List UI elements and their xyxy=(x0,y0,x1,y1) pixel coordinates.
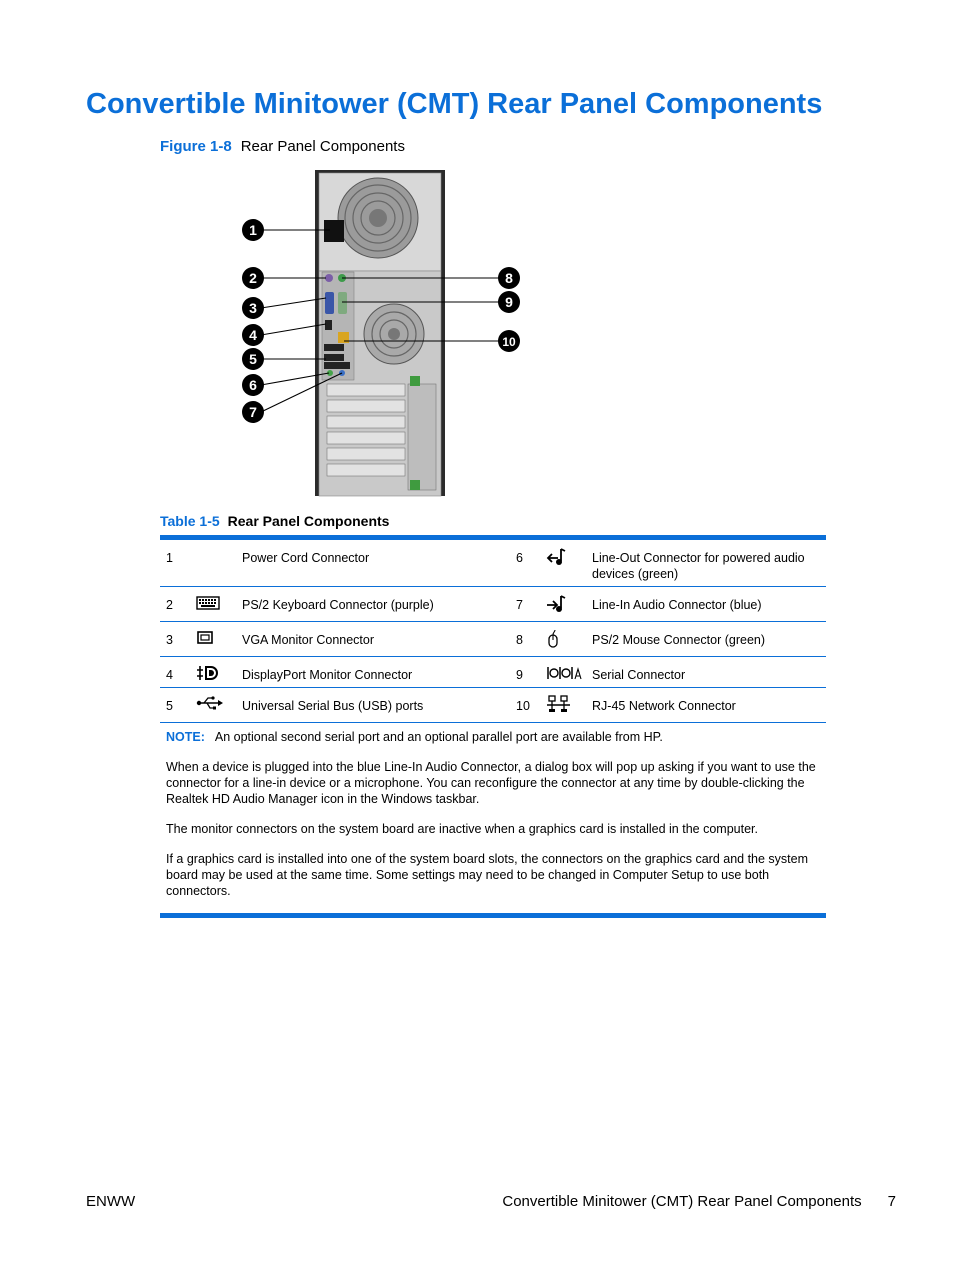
svg-text:4: 4 xyxy=(249,327,257,343)
table-caption xyxy=(160,513,389,529)
component-label: PS/2 Mouse Connector (green) xyxy=(592,633,766,647)
callout-9 xyxy=(498,291,520,313)
svg-text:8: 8 xyxy=(505,270,513,286)
callout-1 xyxy=(242,219,264,241)
callout-5 xyxy=(242,348,264,370)
svg-text:10: 10 xyxy=(502,335,516,349)
table-row xyxy=(160,622,826,657)
table-row xyxy=(160,540,826,587)
callout-2 xyxy=(242,267,264,289)
table-notes xyxy=(160,723,826,913)
row-number: 1 xyxy=(166,551,173,565)
component-label: PS/2 Keyboard Connector (purple) xyxy=(242,598,434,612)
power-socket xyxy=(324,220,344,242)
component-label: Line-In Audio Connector (blue) xyxy=(592,598,762,612)
psu-fan xyxy=(338,178,418,258)
callout-8 xyxy=(498,267,520,289)
callout-3 xyxy=(242,297,264,319)
table-caption-text: Rear Panel Components xyxy=(227,513,390,529)
callout-7 xyxy=(242,401,264,423)
row-number: 9 xyxy=(516,668,523,682)
component-label: RJ-45 Network Connector xyxy=(592,699,736,713)
keyboard-icon xyxy=(196,594,220,616)
row-number: 10 xyxy=(516,699,530,713)
component-label: Line-Out Connector for powered audio devices (green) xyxy=(592,551,805,581)
component-label: VGA Monitor Connector xyxy=(242,633,375,647)
usb-icon xyxy=(196,695,224,715)
row-number: 4 xyxy=(166,668,173,682)
table-row xyxy=(160,587,826,622)
svg-text:7: 7 xyxy=(249,404,257,420)
svg-text:2: 2 xyxy=(249,270,257,286)
tower-chassis xyxy=(315,170,445,496)
paragraph-graphics-card: If a graphics card is installed into one of the system board slots, the connectors on the graphics card and the system board may be used at the same time. Some settings may need to be changed in Computer Setup to use both connectors. xyxy=(166,852,809,898)
footer-left: ENWW xyxy=(86,1193,136,1210)
note-label: NOTE: xyxy=(166,730,205,744)
row-number: 2 xyxy=(166,598,173,612)
row-number: 6 xyxy=(516,551,523,565)
note-text: An optional second serial port and an optional parallel port are available from HP. xyxy=(214,730,663,744)
note xyxy=(166,729,818,745)
rear-panel-figure xyxy=(238,168,528,500)
displayport-icon xyxy=(196,664,220,686)
callout-6 xyxy=(242,374,264,396)
figure-number: Figure 1-8 xyxy=(160,138,232,155)
table-number: Table 1-5 xyxy=(160,513,220,529)
component-label: Universal Serial Bus (USB) ports xyxy=(242,699,424,713)
component-label: Power Cord Connector xyxy=(242,551,370,565)
page-title: Convertible Minitower (CMT) Rear Panel Components xyxy=(86,88,823,120)
svg-text:1: 1 xyxy=(249,222,257,238)
vga-monitor-icon xyxy=(196,629,214,651)
paragraph-line-in: When a device is plugged into the blue Line-In Audio Connector, a dialog box will pop up asking if you want to use the connector for a line-in device or a microphone. You can reconfigure the connector at any time by double-clicking the Realtek HD Audio Manager icon in the Windows taskbar. xyxy=(166,760,816,806)
displayport-port xyxy=(325,320,332,330)
footer-right xyxy=(502,1193,896,1210)
table-row xyxy=(160,688,826,723)
callout-4 xyxy=(242,324,264,346)
serial-port xyxy=(338,292,347,314)
footer-section-title: Convertible Minitower (CMT) Rear Panel Components xyxy=(502,1193,862,1210)
component-label: Serial Connector xyxy=(592,668,686,682)
callout-10 xyxy=(498,330,520,352)
figure-caption-text: Rear Panel Components xyxy=(240,138,405,155)
row-number: 7 xyxy=(516,598,523,612)
paragraph-monitor-connectors: The monitor connectors on the system board are inactive when a graphics card is installed in the computer. xyxy=(166,822,758,836)
table-row xyxy=(160,657,826,688)
component-label: DisplayPort Monitor Connector xyxy=(242,668,413,682)
components-table xyxy=(160,535,826,918)
svg-text:9: 9 xyxy=(505,294,513,310)
row-number: 8 xyxy=(516,633,523,647)
row-number: 3 xyxy=(166,633,173,647)
serial-port-icon xyxy=(546,664,584,686)
svg-text:5: 5 xyxy=(249,351,257,367)
page-number: 7 xyxy=(887,1193,896,1210)
svg-text:6: 6 xyxy=(249,377,257,393)
svg-text:3: 3 xyxy=(249,300,257,316)
network-icon xyxy=(546,695,572,717)
figure-caption xyxy=(160,138,405,155)
mouse-icon xyxy=(546,629,560,653)
vga-port xyxy=(325,292,334,314)
row-number: 5 xyxy=(166,699,173,713)
rear-case-fan xyxy=(364,304,424,364)
line-in-icon xyxy=(546,594,568,618)
line-out-icon xyxy=(546,547,568,571)
ps2-keyboard-port xyxy=(325,274,333,282)
